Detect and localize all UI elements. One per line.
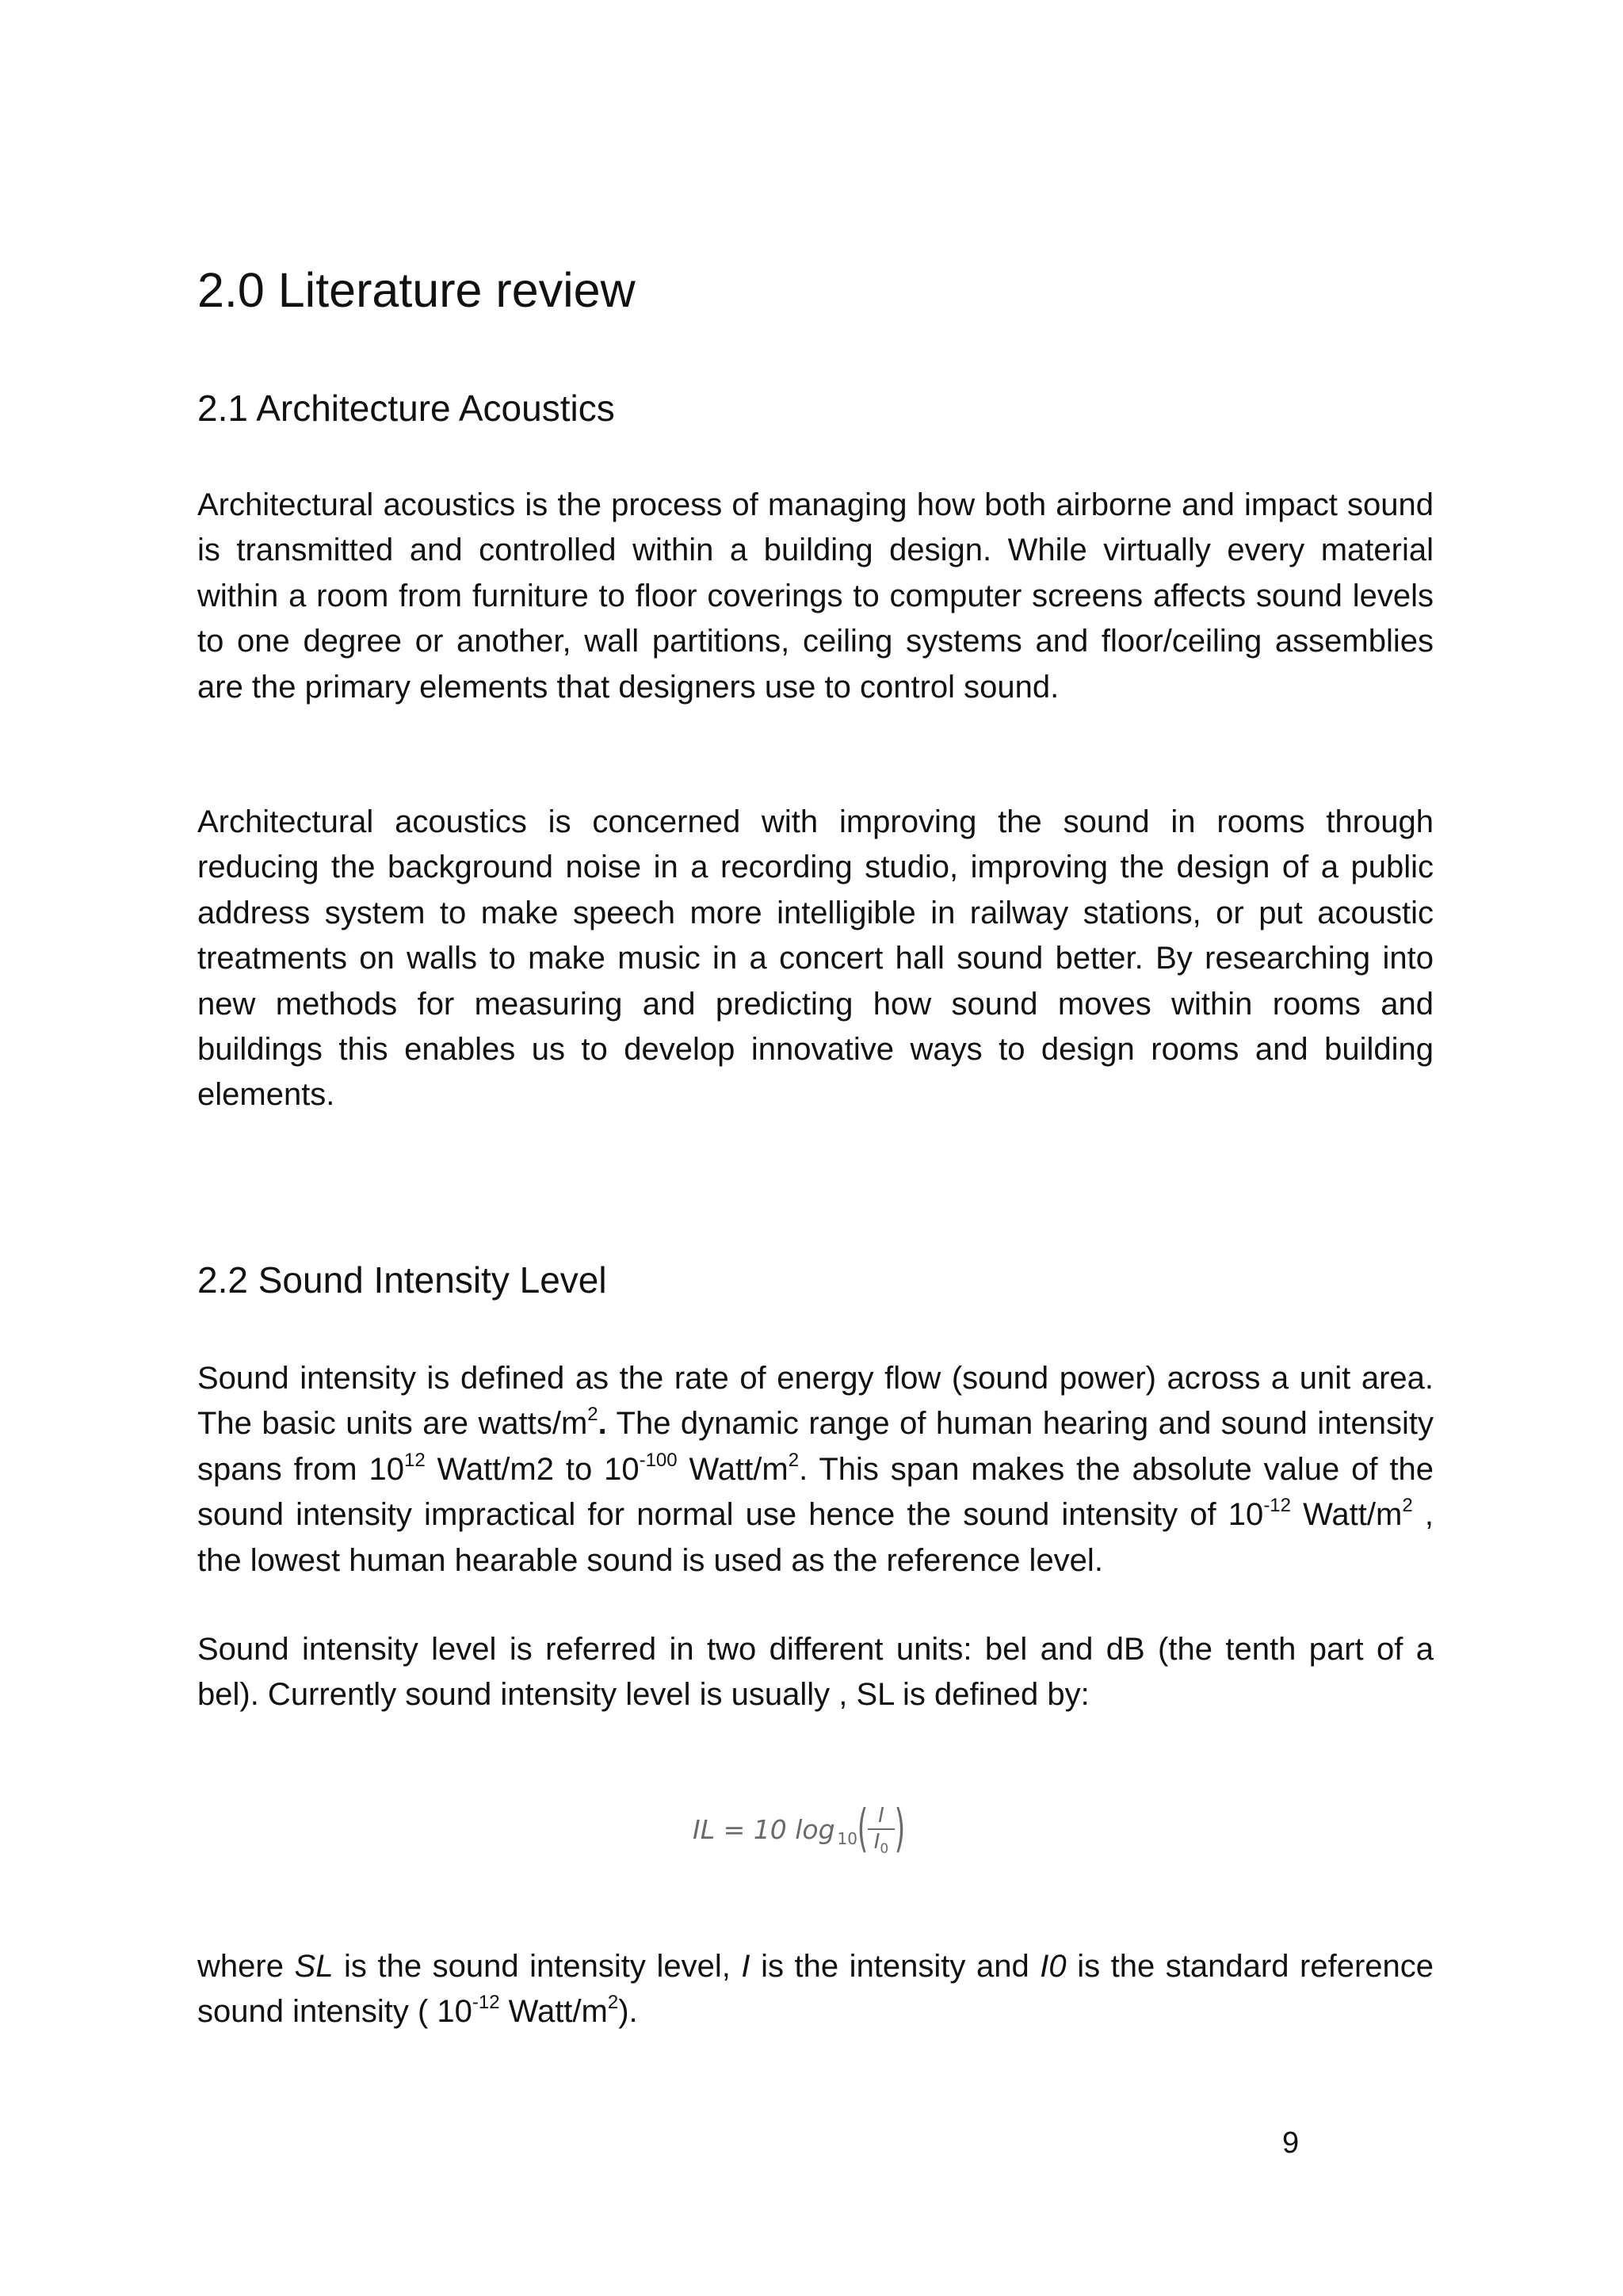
formula-numerator: I	[878, 1803, 884, 1828]
paragraph-architecture-acoustics-2: Architectural acoustics is concerned with improving the sound in rooms through reducing the background noise in a recording studio, improving the design of a public address system to make speech more intelligible in railway stations, or put acoustic treatments on walls to make music in a concert hall sound better. By researching into new methods for measuring and predicting how sound moves within rooms and buildings this enables us to develop innovative ways to design rooms and building elements.	[197, 804, 1434, 1113]
paragraph-sound-intensity-1: Sound intensity is defined as the rate of energy flow (sound power) across a unit area. The basic units are watts/$m^2$. The dynamic range of human hearing and sound intensity spans from $10^{12}$ Watt/m2 to $10^{-100}$ Watt/$m^2$. This span makes the absolute value of the sound intensity impractical for normal use hence the sound intensity of $10^{-12}$ Watt/$m^2$ , the lowest human hearable sound is used as the reference level.	[197, 1361, 1434, 1578]
section-heading-2-1: 2.1 Architecture Acoustics	[197, 388, 615, 429]
paragraph-sound-intensity-3: where SL is the sound intensity level, I is the intensity and I0 is the standard reference sound intensity ( $10^{-12}$ Watt/$m^2$).	[197, 1949, 1434, 2030]
formula-fraction-bar	[868, 1828, 895, 1830]
formula-log-base: 10	[837, 1829, 857, 1848]
intensity-level-formula	[693, 1800, 906, 1859]
formula-denominator: $I_0$	[873, 1830, 889, 1857]
paragraph-sound-intensity-2: Sound intensity level is referred in two different units: bel and dB (the tenth part of a bel). Currently sound intensity level is usually , SL is defined by:	[197, 1632, 1434, 1713]
section-heading-2-2: 2.2 Sound Intensity Level	[197, 1259, 607, 1301]
formula-lhs: IL = 10 log	[693, 1813, 835, 1845]
page-title: 2.0 Literature review	[197, 263, 636, 317]
formula-open-paren: (	[857, 1800, 869, 1859]
page-number: 9	[1282, 2126, 1300, 2160]
paragraph-architecture-acoustics-1: Architectural acoustics is the process of managing how both airborne and impact sound is transmitted and controlled within a building design. While virtually every material within a room from furniture to floor coverings to computer screens affects sound levels to one degree or another, wall partitions, ceiling systems and floor/ceiling assemblies are the primary elements that designers use to control sound.	[197, 487, 1434, 705]
formula-fraction	[868, 1803, 895, 1857]
formula-close-paren: )	[894, 1800, 906, 1859]
